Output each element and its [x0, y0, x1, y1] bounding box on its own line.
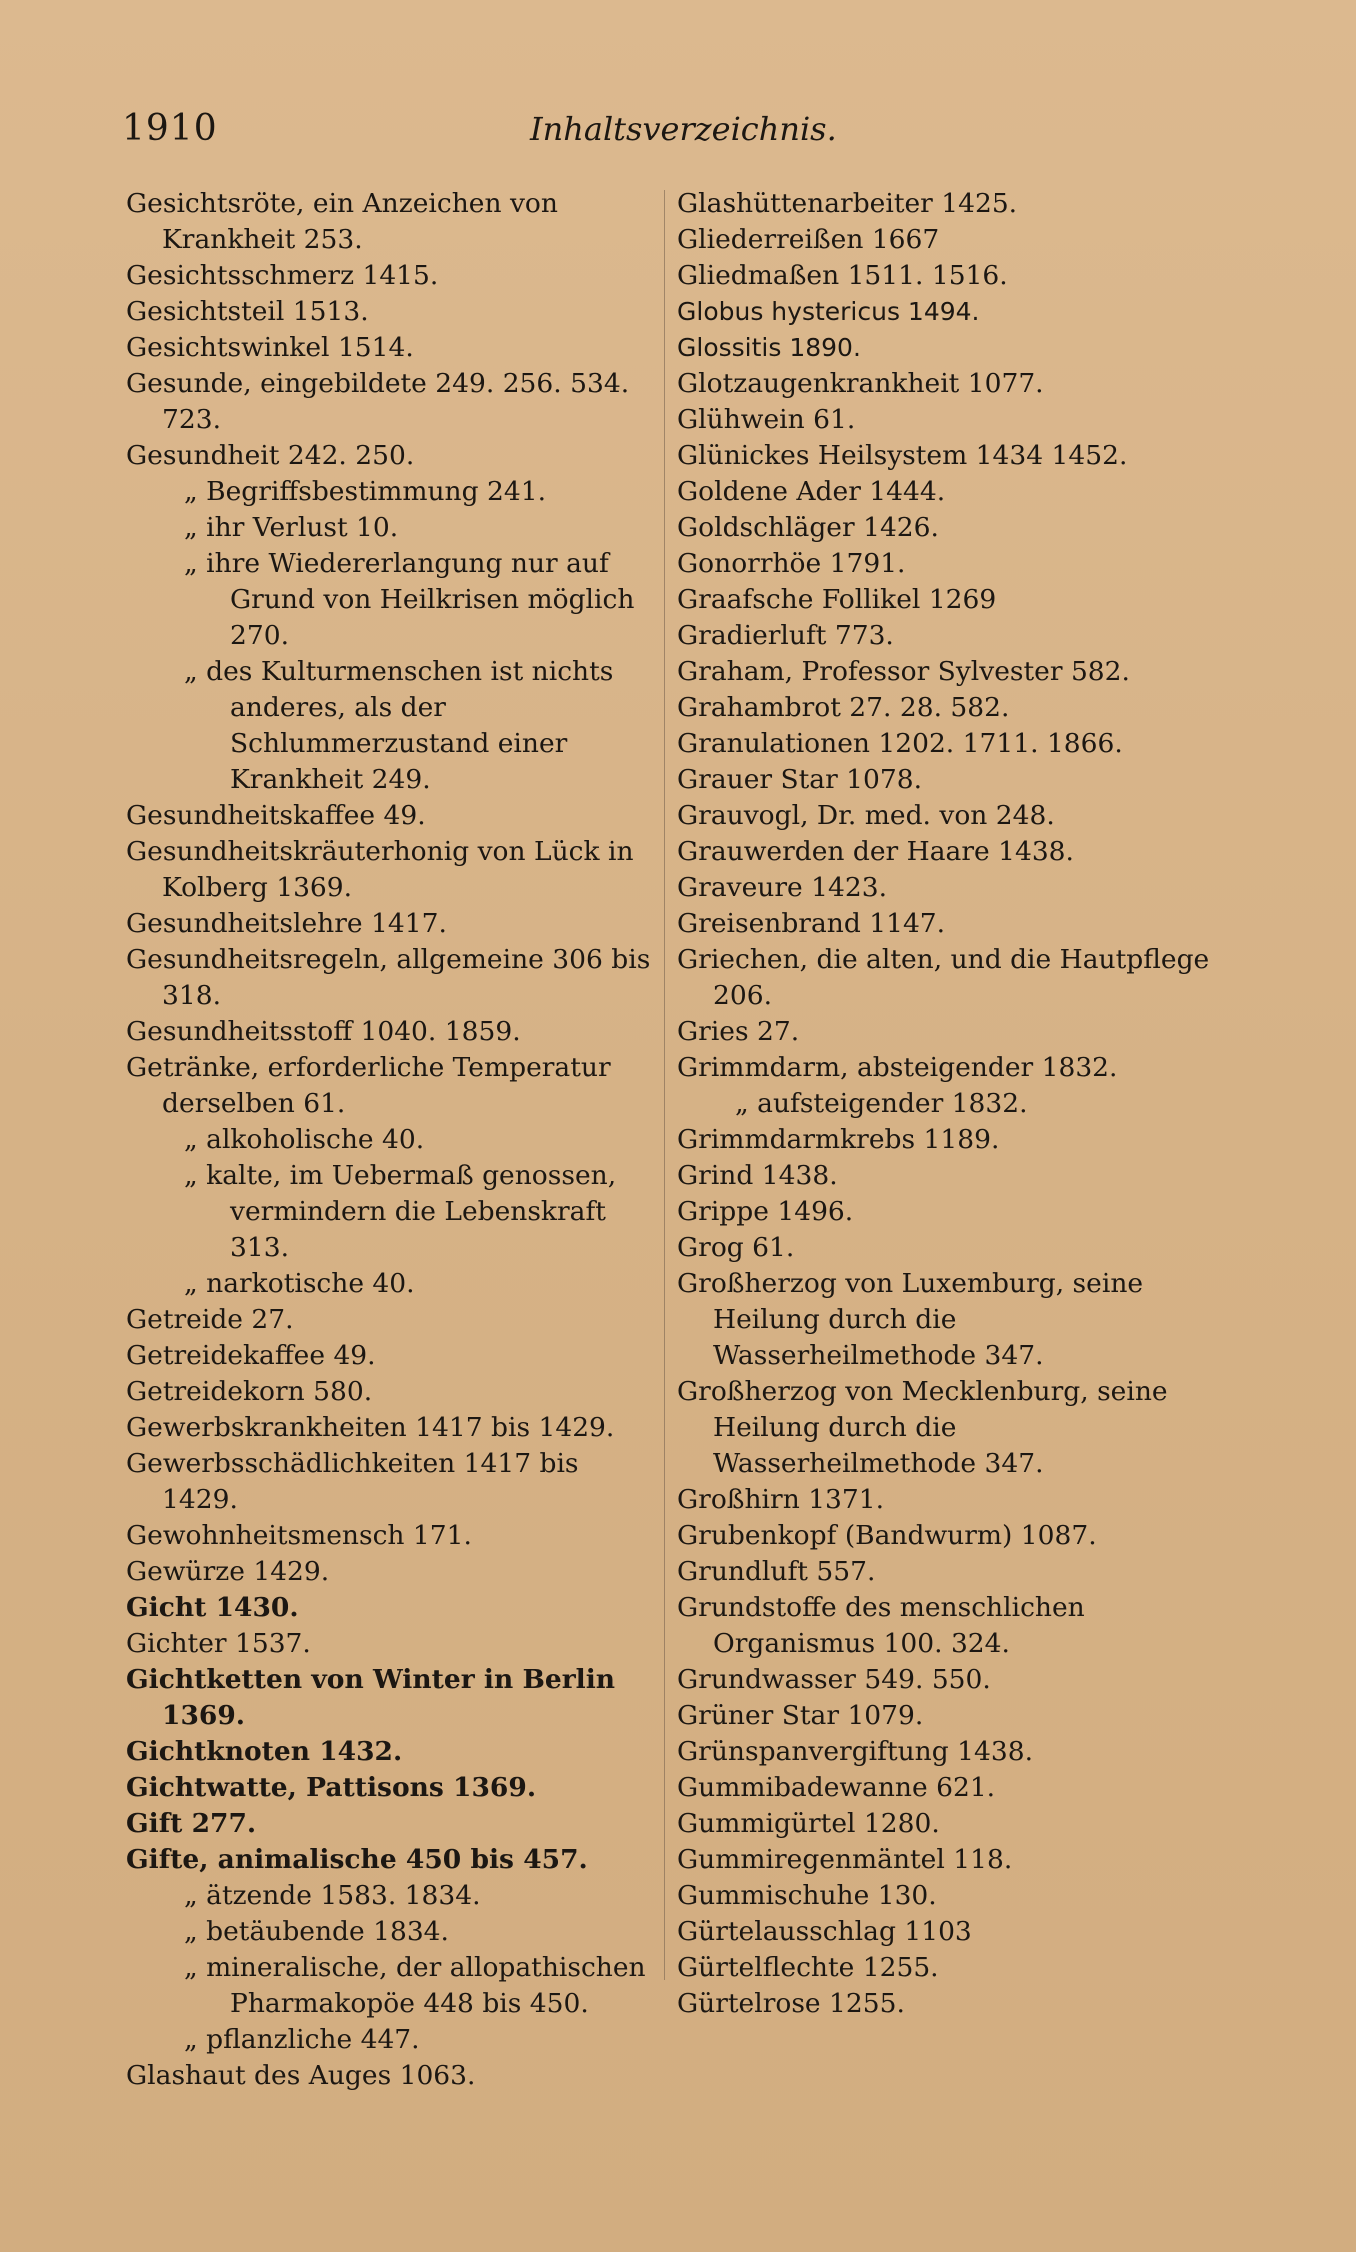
index-entry: Gonorrhöe 1791. — [677, 548, 906, 579]
index-entry: „ ätzende 1583. 1834. — [184, 1880, 481, 1911]
index-entry: „ kalte, im Uebermaß genossen, vermindern die Lebenskraft 313. — [184, 1160, 617, 1263]
index-entry: Greisenbrand 1147. — [677, 908, 946, 939]
index-entry: „ mineralische, der allopathischen Pharmakopöe 448 bis 450. — [184, 1952, 646, 2019]
index-entry: Gummiregenmäntel 118. — [677, 1844, 1013, 1875]
index-entry: Grundluft 557. — [677, 1556, 876, 1587]
index-entry: Gürtelrose 1255. — [677, 1988, 905, 2019]
index-entry: Gewürze 1429. — [126, 1556, 330, 1587]
index-entry: Graham, Professor Sylvester 582. — [677, 656, 1130, 687]
index-entry: „ ihr Verlust 10. — [184, 512, 399, 543]
index-entry: „ ihre Wiedererlangung nur auf Grund von Heilkrisen möglich 270. — [184, 548, 635, 651]
index-entry: Gichtknoten 1432. — [126, 1736, 403, 1767]
index-column-right — [677, 186, 1217, 2022]
index-entry: Grimmdarm, absteigender 1832. — [677, 1052, 1118, 1083]
index-entry: Glashaut des Auges 1063. — [126, 2060, 476, 2091]
index-entry: Glühwein 61. — [677, 404, 856, 435]
index-entry: Glotzaugenkrankheit 1077. — [677, 368, 1044, 399]
index-entry: Grüner Star 1079. — [677, 1700, 924, 1731]
index-entry: Gliedmaßen 1511. 1516. — [677, 260, 1008, 291]
running-title: Inhaltsverzeichnis. — [530, 110, 837, 148]
index-entry: Gesichtsteil 1513. — [126, 296, 369, 327]
index-entry: Grundwasser 549. 550. — [677, 1664, 991, 1695]
index-entry: Goldschläger 1426. — [677, 512, 939, 543]
column-divider — [664, 190, 665, 1980]
index-entry: Gries 27. — [677, 1016, 800, 1047]
index-entry: Gewerbskrankheiten 1417 bis 1429. — [126, 1412, 615, 1443]
index-entry: Gesundheitsregeln, allgemeine 306 bis 318. — [126, 944, 651, 1011]
index-entry: Grog 61. — [677, 1232, 795, 1263]
index-entry: Gesundheitsstoff 1040. 1859. — [126, 1016, 521, 1047]
index-entry: Grauvogl, Dr. med. von 248. — [677, 800, 1055, 831]
index-entry: Goldene Ader 1444. — [677, 476, 946, 507]
index-column-left — [126, 186, 656, 2094]
index-entry: Getreidekaffee 49. — [126, 1340, 376, 1371]
index-entry: Gesunde, eingebildete 249. 256. 534. 723. — [126, 368, 630, 435]
index-entry: Gewerbsschädlichkeiten 1417 bis 1429. — [126, 1448, 579, 1515]
index-entry: Gliederreißen 1667 — [677, 224, 940, 255]
index-entry: Gichtketten von Winter in Berlin 1369. — [126, 1664, 616, 1731]
index-entry: Gesundheitskräuterhonig von Lück in Kolberg 1369. — [126, 836, 634, 903]
index-entry: „ betäubende 1834. — [184, 1916, 449, 1947]
index-entry: Glünickes Heilsystem 1434 1452. — [677, 440, 1128, 471]
index-entry: „ aufsteigender 1832. — [735, 1088, 1028, 1119]
index-entry: Gesichtswinkel 1514. — [126, 332, 414, 363]
index-entry: Glossitis 1890. — [677, 333, 861, 362]
index-entry: Gesichtsröte, ein Anzeichen von Krankheit 253. — [126, 188, 558, 255]
index-entry: Grundstoffe des menschlichen Organismus 100. 324. — [677, 1592, 1085, 1659]
index-entry: Grünspanvergiftung 1438. — [677, 1736, 1034, 1767]
index-entry: Granulationen 1202. 1711. 1866. — [677, 728, 1123, 759]
index-entry: Grind 1438. — [677, 1160, 838, 1191]
index-entry: Gradierluft 773. — [677, 620, 894, 651]
index-entry: Gummigürtel 1280. — [677, 1808, 940, 1839]
index-entry: Gummischuhe 130. — [677, 1880, 937, 1911]
index-entry: Gesundheit 242. 250. — [126, 440, 415, 471]
index-entry: Gesichtsschmerz 1415. — [126, 260, 439, 291]
index-entry: Großhirn 1371. — [677, 1484, 885, 1515]
index-entry: Graveure 1423. — [677, 872, 887, 903]
index-entry: Grauer Star 1078. — [677, 764, 923, 795]
index-entry: Gewohnheitsmensch 171. — [126, 1520, 472, 1551]
index-entry: Gürtelflechte 1255. — [677, 1952, 939, 1983]
index-entry: Glashüttenarbeiter 1425. — [677, 188, 1018, 219]
index-entry: Gicht 1430. — [126, 1592, 299, 1623]
index-entry: „ Begriffsbestimmung 241. — [184, 476, 546, 507]
index-entry: „ des Kulturmenschen ist nichts anderes, als der Schlummerzustand einer Krankheit 249. — [184, 656, 614, 795]
index-entry: Gichter 1537. — [126, 1628, 311, 1659]
index-entry: „ pflanzliche 447. — [184, 2024, 420, 2055]
index-entry: Gummibadewanne 621. — [677, 1772, 996, 1803]
index-entry: Großherzog von Luxemburg, seine Heilung durch die Wasserheilmethode 347. — [677, 1268, 1144, 1371]
index-entry: Griechen, die alten, und die Hautpflege 206. — [677, 944, 1210, 1011]
index-entry: Gichtwatte, Pattisons 1369. — [126, 1772, 537, 1803]
index-entry: Getreidekorn 580. — [126, 1376, 373, 1407]
index-entry: Großherzog von Mecklenburg, seine Heilung durch die Wasserheilmethode 347. — [677, 1376, 1168, 1479]
index-entry: Grauwerden der Haare 1438. — [677, 836, 1074, 867]
index-entry: Getränke, erforderliche Temperatur derselben 61. — [126, 1052, 611, 1119]
index-entry: Grahambrot 27. 28. 582. — [677, 692, 1010, 723]
index-entry: Gesundheitskaffee 49. — [126, 800, 426, 831]
index-entry: Gift 277. — [126, 1808, 257, 1839]
index-entry: Graafsche Follikel 1269 — [677, 584, 997, 615]
page-number: 1910 — [122, 108, 218, 149]
index-entry: Grubenkopf (Bandwurm) 1087. — [677, 1520, 1097, 1551]
index-entry: Grimmdarmkrebs 1189. — [677, 1124, 1000, 1155]
index-entry: Gifte, animalische 450 bis 457. — [126, 1844, 588, 1875]
index-entry: Globus hystericus 1494. — [677, 297, 980, 326]
index-entry: Gürtelausschlag 1103 — [677, 1916, 972, 1947]
index-entry: Gesundheitslehre 1417. — [126, 908, 447, 939]
index-entry: Getreide 27. — [126, 1304, 294, 1335]
page-header — [122, 108, 836, 162]
index-entry: „ alkoholische 40. — [184, 1124, 425, 1155]
index-entry: „ narkotische 40. — [184, 1268, 415, 1299]
index-entry: Grippe 1496. — [677, 1196, 854, 1227]
